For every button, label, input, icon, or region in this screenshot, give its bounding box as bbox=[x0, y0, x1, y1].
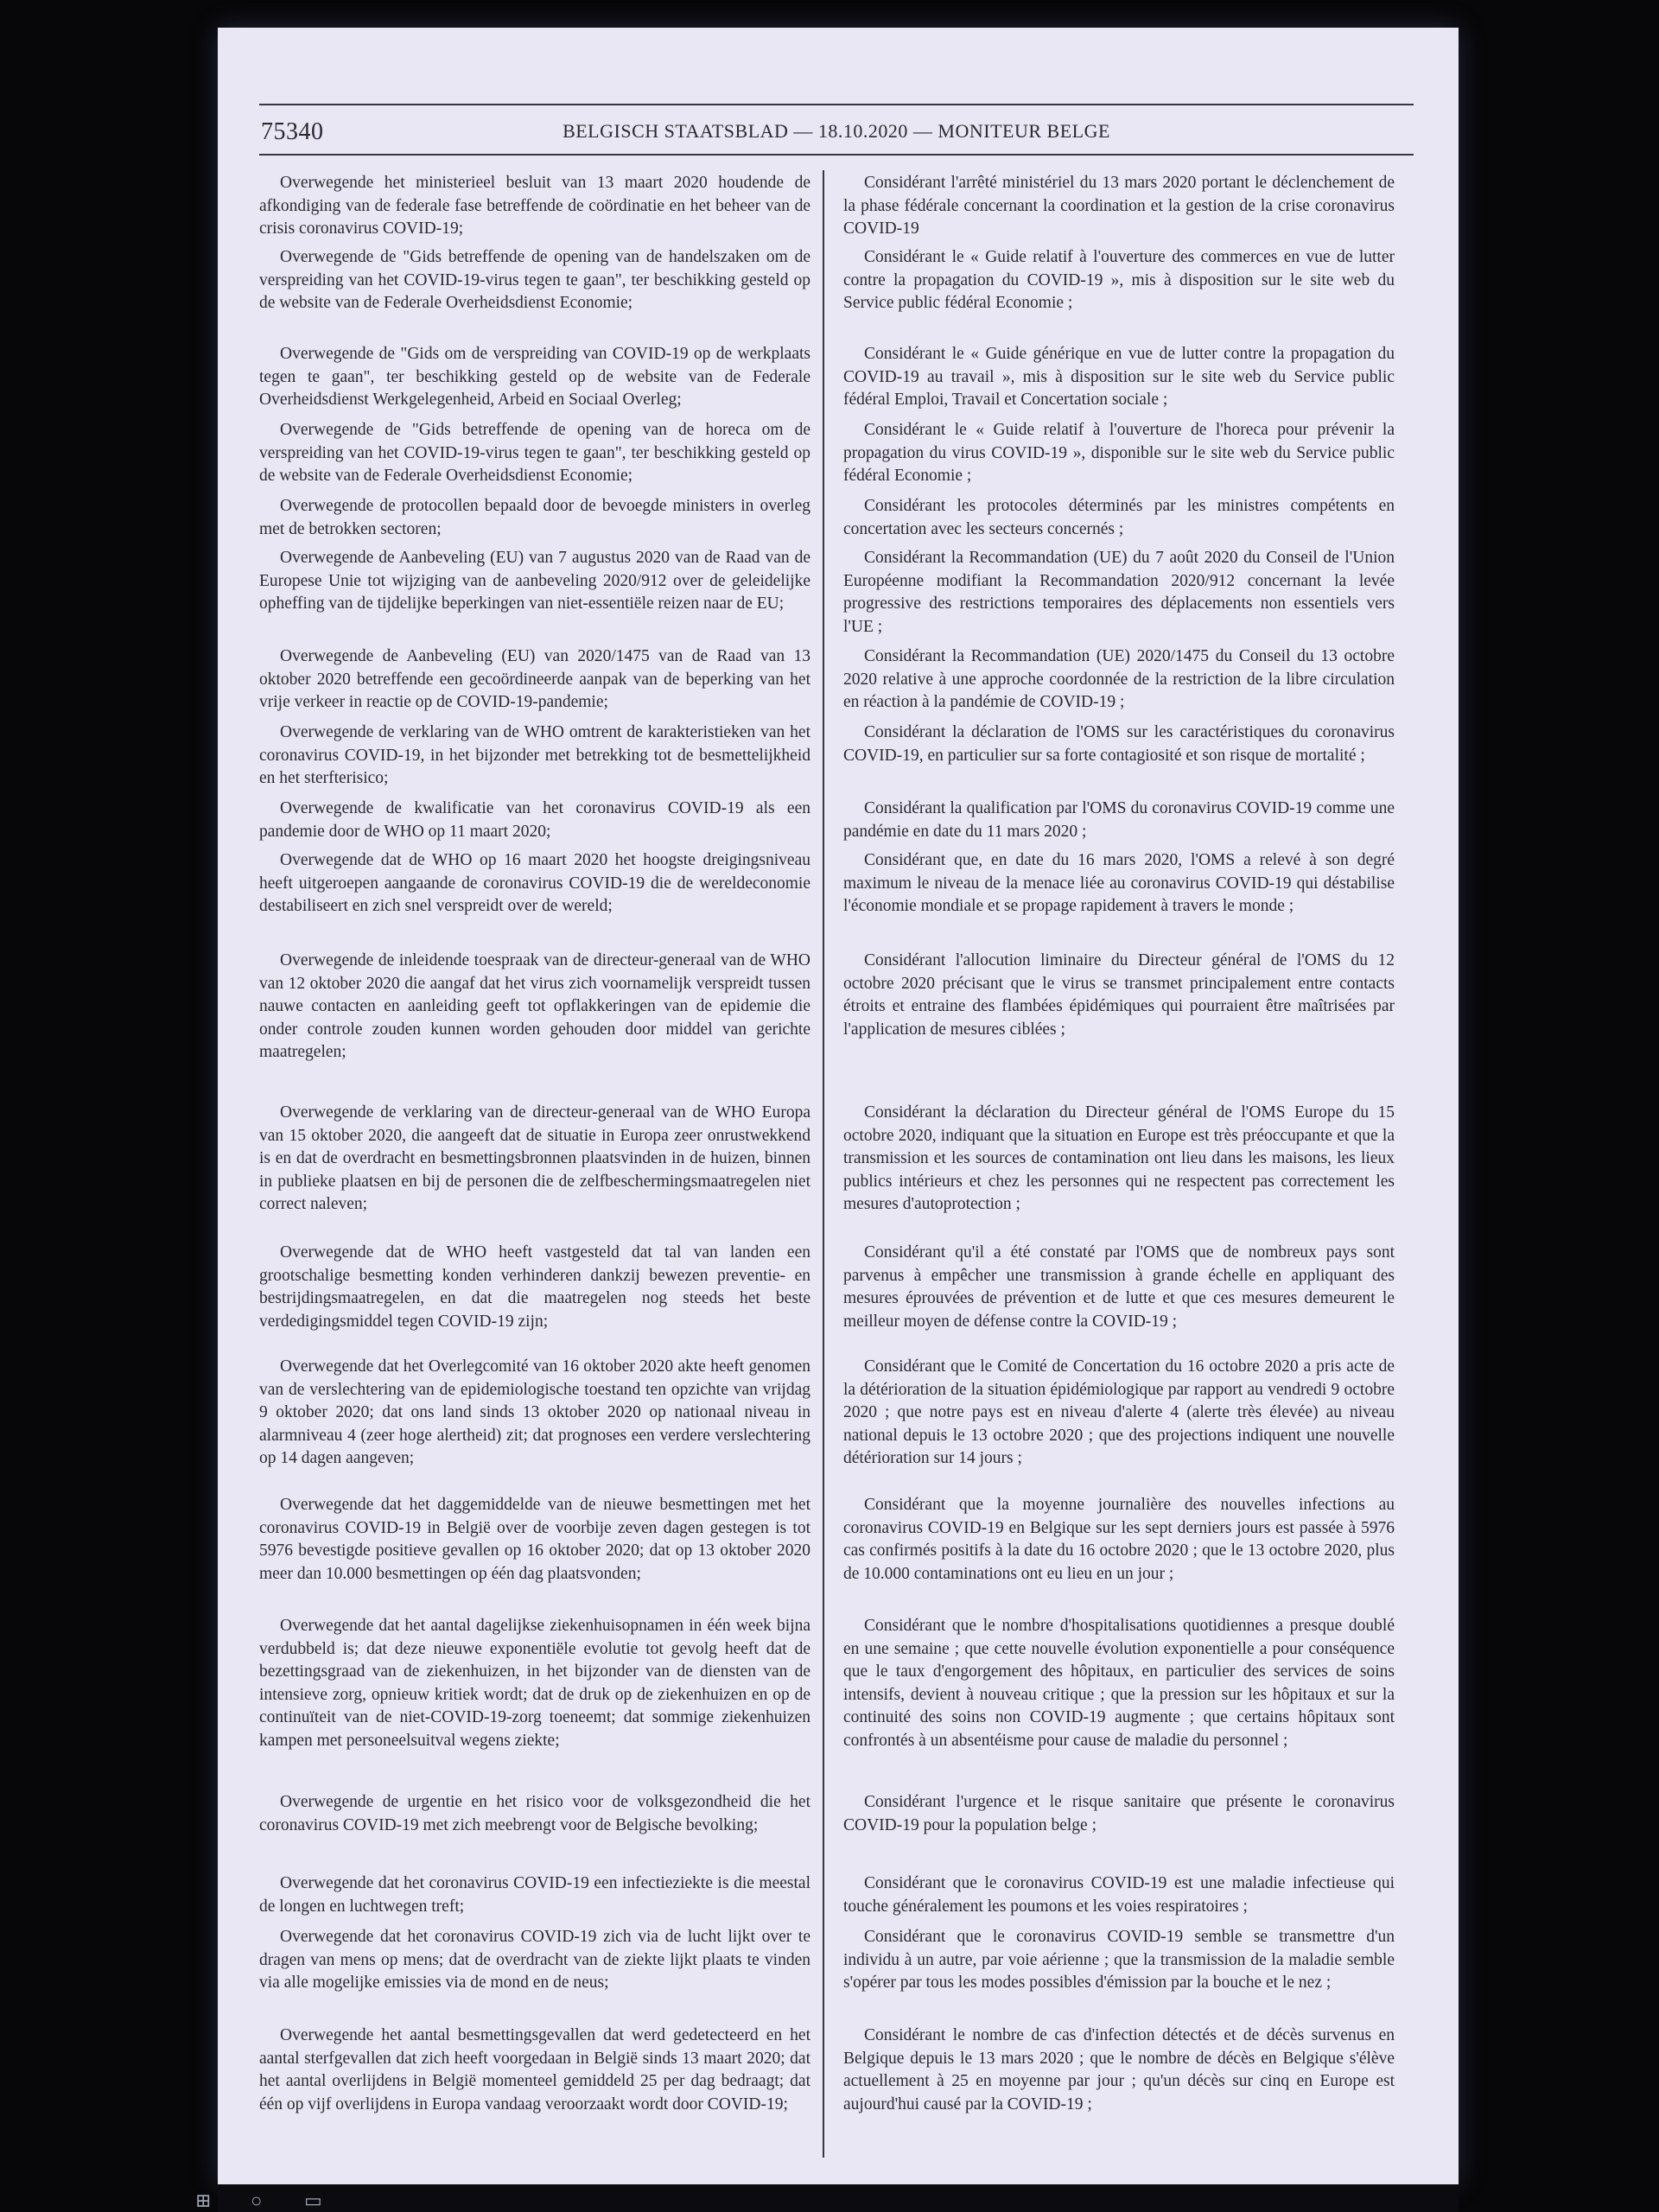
fr-paragraph: Considérant l'allocution liminaire du Directeur général de l'OMS du 12 octobre 2020 précisant que le virus se transmet principalement entre contacts étroits et entraine des flambées épidémiques qui pourraient être maîtrisées par l'application de mesures ciblées ; bbox=[843, 951, 1395, 1039]
fr-paragraph: Considérant le « Guide générique en vue de lutter contre la propagation du COVID-19 au travail », mis à disposition sur le site web du Service public fédéral Emploi, Travail et Concertation sociale ; bbox=[843, 345, 1395, 409]
windows-start-icon[interactable]: ⊞ bbox=[195, 2190, 212, 2211]
search-icon[interactable]: ○ bbox=[251, 2190, 263, 2211]
nl-paragraph: Overwegende het ministerieel besluit van 13 maart 2020 houdende de afkondiging van de federale fase betreffende de coördinatie en het beheer van de crisis coronavirus COVID-19; bbox=[259, 174, 810, 238]
gazette-page bbox=[259, 99, 1414, 2169]
nl-paragraph: Overwegende dat het daggemiddelde van de nieuwe besmettingen met het coronavirus COVID-19 in België over de voorbije zeven dagen gestegen is tot 5976 bevestigde positieve gevallen op 16 oktober 2020; dat op 13 oktober 2020 meer dan 10.000 besmettingen op één dag plaatsvonden; bbox=[259, 1496, 810, 1583]
fr-paragraph: Considérant la déclaration du Directeur général de l'OMS Europe du 15 octobre 2020, indiquant que la situation en Europe est très préoccupante et que la transmission et les sources de contamination ont lieu dans les maisons, les lieux publics intérieurs et chez les personnes qui ne respectent pas correctement les mesures d'autoprotection ; bbox=[843, 1103, 1395, 1213]
fr-paragraph: Considérant l'arrêté ministériel du 13 mars 2020 portant le déclenchement de la phase fédérale concernant la coordination et la gestion de la crise coronavirus COVID-19 bbox=[843, 174, 1395, 238]
nl-paragraph: Overwegende dat de WHO op 16 maart 2020 het hoogste dreigingsniveau heeft uitgeroepen aangaande de coronavirus COVID-19 die de wereldeconomie destabiliseert en zich snel verspreidt over de wereld; bbox=[259, 851, 810, 915]
dutch-column bbox=[259, 172, 810, 2159]
fr-paragraph: Considérant la qualification par l'OMS du coronavirus COVID-19 comme une pandémie en date du 11 mars 2020 ; bbox=[843, 799, 1395, 841]
nl-paragraph: Overwegende de urgentie en het risico voor de volksgezondheid die het coronavirus COVID-19 met zich meebrengt voor de Belgische bevolking; bbox=[259, 1793, 810, 1834]
nl-paragraph: Overwegende dat de WHO heeft vastgesteld dat tal van landen een grootschalige besmetting konden verhinderen dankzij bewezen preventie- en bestrijdingsmaatregelen, en dat die maatregelen nog steeds het beste verdedigingsmiddel tegen COVID-19 zijn; bbox=[259, 1243, 810, 1331]
fr-paragraph: Considérant que le Comité de Concertation du 16 octobre 2020 a pris acte de la détérioration de la situation épidémiologique par rapport au vendredi 9 octobre 2020 ; que notre pays est en niveau d'alerte 4 (alerte très élevée) au niveau national depuis le 13 octobre 2020 ; que des projections indiquent une nouvelle détérioration sur 14 jours ; bbox=[843, 1357, 1395, 1467]
french-column bbox=[843, 172, 1395, 2159]
fr-paragraph: Considérant le « Guide relatif à l'ouverture des commerces en vue de lutter contre la propagation du COVID-19 », mis à disposition sur le site web du Service public fédéral Economie ; bbox=[843, 248, 1395, 312]
header-top-rule bbox=[259, 104, 1414, 105]
gazette-header-title: BELGISCH STAATSBLAD — 18.10.2020 — MONITEUR BELGE bbox=[563, 120, 1110, 142]
fr-paragraph: Considérant que le coronavirus COVID-19 semble se transmettre d'un individu à un autre, par voie aérienne ; que la transmission de la maladie semble s'opérer par tous les modes possibles d'émission par la bouche et le nez ; bbox=[843, 1928, 1395, 1992]
nl-paragraph: Overwegende de inleidende toespraak van de directeur-generaal van de WHO van 12 oktober 2020 die aangaf dat het virus zich voornamelijk verspreidt tussen nauwe contacten en aanleiding geeft tot opflakkeringen van de epidemie die onder controle zouden kunnen worden gehouden door middel van gerichte maatregelen; bbox=[259, 951, 810, 1061]
nl-paragraph: Overwegende dat het aantal dagelijkse ziekenhuisopnamen in één week bijna verdubbeld is; dat deze nieuwe exponentiële evolutie tot gevolg heeft dat de bezettingsgraad van de ziekenhuizen, in het bijzonder van de diensten van de intensieve zorg, opnieuw kritiek wordt; dat de druk op de ziekenhuizen en op de continuïteit van de niet-COVID-19-zorg toeneemt; dat sommige ziekenhuizen kampen met personeelsuitval wegens ziekte; bbox=[259, 1617, 810, 1750]
fr-paragraph: Considérant la déclaration de l'OMS sur les caractéristiques du coronavirus COVID-19, en particulier sur sa forte contagiosité et son risque de mortalité ; bbox=[843, 723, 1395, 765]
nl-paragraph: Overwegende de verklaring van de WHO omtrent de karakteristieken van het coronavirus COVID-19, in het bijzonder met betrekking tot de besmettelijkheid en het sterfterisico; bbox=[259, 723, 810, 787]
nl-paragraph: Overwegende de "Gids betreffende de opening van de horeca om de verspreiding van het COVID-19-virus tegen te gaan", ter beschikking gesteld op de website van de Federale Overheidsdienst Economie; bbox=[259, 421, 810, 485]
taskbar bbox=[218, 2184, 1459, 2212]
nl-paragraph: Overwegende de "Gids om de verspreiding van COVID-19 op de werkplaats tegen te gaan", ter beschikking gesteld op de website van de Federale Overheidsdienst Werkgelegenheid, Arbeid en Sociaal Overleg; bbox=[259, 345, 810, 409]
fr-paragraph: Considérant les protocoles déterminés par les ministres compétents en concertation avec les secteurs concernés ; bbox=[843, 497, 1395, 538]
fr-paragraph: Considérant qu'il a été constaté par l'OMS que de nombreux pays sont parvenus à empêcher une transmission à grande échelle en appliquant des mesures éprouvées de prévention et de lutte et que ces mesures demeurent le meilleur moyen de défense contre la COVID-19 ; bbox=[843, 1243, 1395, 1331]
nl-paragraph: Overwegende de kwalificatie van het coronavirus COVID-19 als een pandemie door de WHO op 11 maart 2020; bbox=[259, 799, 810, 841]
nl-paragraph: Overwegende de "Gids betreffende de opening van de handelszaken om de verspreiding van het COVID-19-virus tegen te gaan", ter beschikking gesteld op de website van de Federale Overheidsdienst Economie; bbox=[259, 248, 810, 312]
nl-paragraph: Overwegende de Aanbeveling (EU) van 2020/1475 van de Raad van 13 oktober 2020 betreffende een gecoördineerde aanpak van de beperking van het vrije verkeer in reactie op de COVID-19-pandemie; bbox=[259, 647, 810, 711]
fr-paragraph: Considérant que le coronavirus COVID-19 est une maladie infectieuse qui touche généralement les poumons et les voies respiratoires ; bbox=[843, 1874, 1395, 1916]
nl-paragraph: Overwegende de protocollen bepaald door de bevoegde ministers in overleg met de betrokken sectoren; bbox=[259, 497, 810, 538]
fr-paragraph: Considérant le « Guide relatif à l'ouverture de l'horeca pour prévenir la propagation du virus COVID-19 », disponible sur le site web du Service public fédéral Economie ; bbox=[843, 421, 1395, 485]
header-bottom-rule bbox=[259, 154, 1414, 156]
nl-paragraph: Overwegende de Aanbeveling (EU) van 7 augustus 2020 van de Raad van de Europese Unie tot wijziging van de aanbeveling 2020/912 over de geleidelijke opheffing van de tijdelijke beperkingen van niet-essentiële reizen naar de EU; bbox=[259, 549, 810, 613]
nl-paragraph: Overwegende dat het coronavirus COVID-19 zich via de lucht lijkt over te dragen van mens op mens; dat de overdracht van de ziekte lijkt plaats te vinden via alle mogelijke emissies via de mond en de neus; bbox=[259, 1928, 810, 1992]
fr-paragraph: Considérant le nombre de cas d'infection détectés et de décès survenus en Belgique depuis le 13 mars 2020 ; que le nombre de décès en Belgique s'élève actuellement à 25 en moyenne par jour ; qu'un décès sur cinq en Europe est aujourd'hui causé par la COVID-19 ; bbox=[843, 2026, 1395, 2113]
page-number: 75340 bbox=[261, 118, 324, 145]
fr-paragraph: Considérant que la moyenne journalière des nouvelles infections au coronavirus COVID-19 en Belgique sur les sept derniers jours est passée à 5976 cas confirmés positifs à la date du 16 octobre 2020 ; que le 13 octobre 2020, plus de 10.000 contaminations ont eu lieu en un jour ; bbox=[843, 1496, 1395, 1583]
task-view-icon[interactable]: ▭ bbox=[304, 2190, 322, 2211]
fr-paragraph: Considérant que, en date du 16 mars 2020, l'OMS a relevé à son degré maximum le niveau de la menace liée au coronavirus COVID-19 qui déstabilise l'économie mondiale et se propage rapidement à travers le monde ; bbox=[843, 851, 1395, 915]
fr-paragraph: Considérant que le nombre d'hospitalisations quotidiennes a presque doublé en une semaine ; que cette nouvelle évolution exponentielle a pour conséquence que le taux d'engorgement des hôpitaux, en particulier des services de soins intensifs, devient à nouveau critique ; que la pression sur les hôpitaux et sur la continuité des soins non COVID-19 augmente ; que certains hôpitaux sont confrontés à un absentéisme pour cause de maladie du personnel ; bbox=[843, 1617, 1395, 1750]
fr-paragraph: Considérant la Recommandation (UE) du 7 août 2020 du Conseil de l'Union Européenne modifiant la Recommandation 2020/912 concernant la levée progressive des restrictions temporaires des déplacements non essentiels vers l'UE ; bbox=[843, 549, 1395, 636]
column-divider bbox=[823, 170, 824, 2158]
nl-paragraph: Overwegende dat het coronavirus COVID-19 een infectieziekte is die meestal de longen en luchtwegen treft; bbox=[259, 1874, 810, 1916]
nl-paragraph: Overwegende het aantal besmettingsgevallen dat werd gedetecteerd en het aantal sterfgevallen dat zich heeft voorgedaan in België sinds 13 maart 2020; dat het aantal overlijdens in België momenteel gemiddeld 25 per dag bedraagt; dat één op vijf overlijdens in Europa vandaag veroorzaakt wordt door COVID-19; bbox=[259, 2026, 810, 2113]
fr-paragraph: Considérant l'urgence et le risque sanitaire que présente le coronavirus COVID-19 pour la population belge ; bbox=[843, 1793, 1395, 1834]
nl-paragraph: Overwegende dat het Overlegcomité van 16 oktober 2020 akte heeft genomen van de verslechtering van de epidemiologische toestand ten opzichte van vrijdag 9 oktober 2020; dat ons land sinds 13 oktober 2020 op nationaal niveau in alarmniveau 4 (zeer hoge alertheid) zit; dat prognoses een verdere verslechtering op 14 dagen aangeven; bbox=[259, 1357, 810, 1467]
fr-paragraph: Considérant la Recommandation (UE) 2020/1475 du Conseil du 13 octobre 2020 relative à une approche coordonnée de la restriction de la libre circulation en réaction à la pandémie de COVID-19 ; bbox=[843, 647, 1395, 711]
nl-paragraph: Overwegende de verklaring van de directeur-generaal van de WHO Europa van 15 oktober 2020, die aangeeft dat de situatie in Europa zeer onrustwekkend is en dat de overdracht en besmettingsbronnen plaatsvinden in de huizen, binnen in publieke plaatsen en bij de personen die de zelfbeschermingsmaatregelen niet correct naleven; bbox=[259, 1103, 810, 1213]
